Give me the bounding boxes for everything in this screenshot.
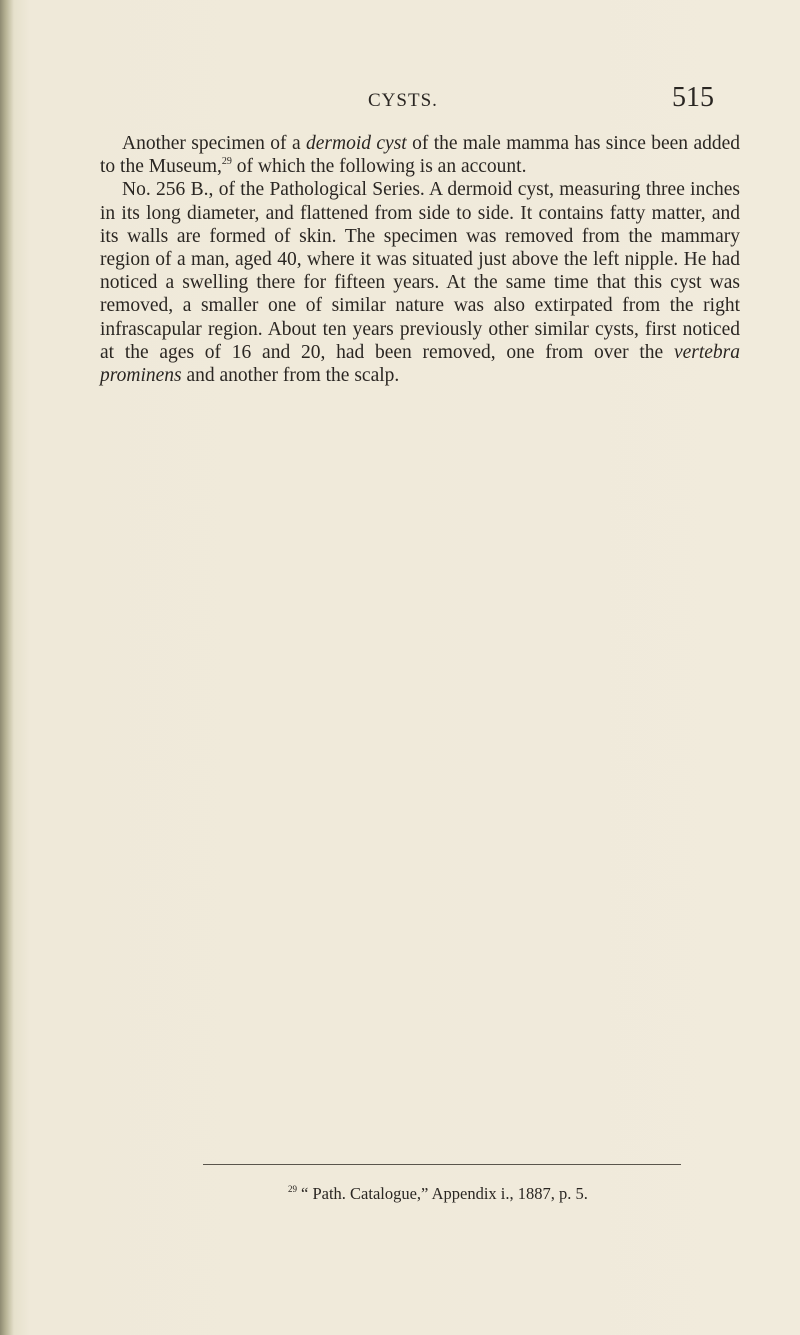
footnote-number: 29 xyxy=(288,1184,297,1194)
page-number: 515 xyxy=(672,82,714,113)
p1-text-2: of the male mamma has since been added to the Museum, xyxy=(100,133,741,178)
running-head: CYSTS. xyxy=(368,90,438,111)
body-text xyxy=(100,132,740,387)
paragraph-2 xyxy=(100,178,740,387)
p2-text-2: and another from the scalp. xyxy=(181,365,400,387)
p2-italic-term: vertebra prominens xyxy=(100,341,740,387)
paragraph-1 xyxy=(100,132,740,178)
footnote-reference: 29 xyxy=(221,156,232,168)
p2-text-1: No. 256 B., of the Pathological Series. A dermoid cyst, measuring three inches in its long diameter, and flattened from side to side. It contains fatty matter, and its walls are formed of skin. The specimen was removed from the mammary region of a man, aged 40, where it was situated just above the left nipple. He had noticed a swelling there for fifteen years. At the same time that this cyst was removed, a smaller one of similar nature was also extirpated from the right infrascapular region. About ten years previously other similar cysts, first noticed at the ages of 16 and 20, had been removed, one from over the xyxy=(100,179,740,363)
p1-text-1: Another specimen of a xyxy=(122,133,306,154)
footnote-text: “ Path. Catalogue,” Appendix i., 1887, p. 5. xyxy=(301,1184,588,1203)
p1-text-3: of which the following is an account. xyxy=(231,156,527,178)
footnote xyxy=(288,1184,588,1204)
page-header xyxy=(100,82,740,122)
footnote-divider xyxy=(203,1164,681,1165)
p1-italic-term: dermoid cyst xyxy=(306,133,407,154)
